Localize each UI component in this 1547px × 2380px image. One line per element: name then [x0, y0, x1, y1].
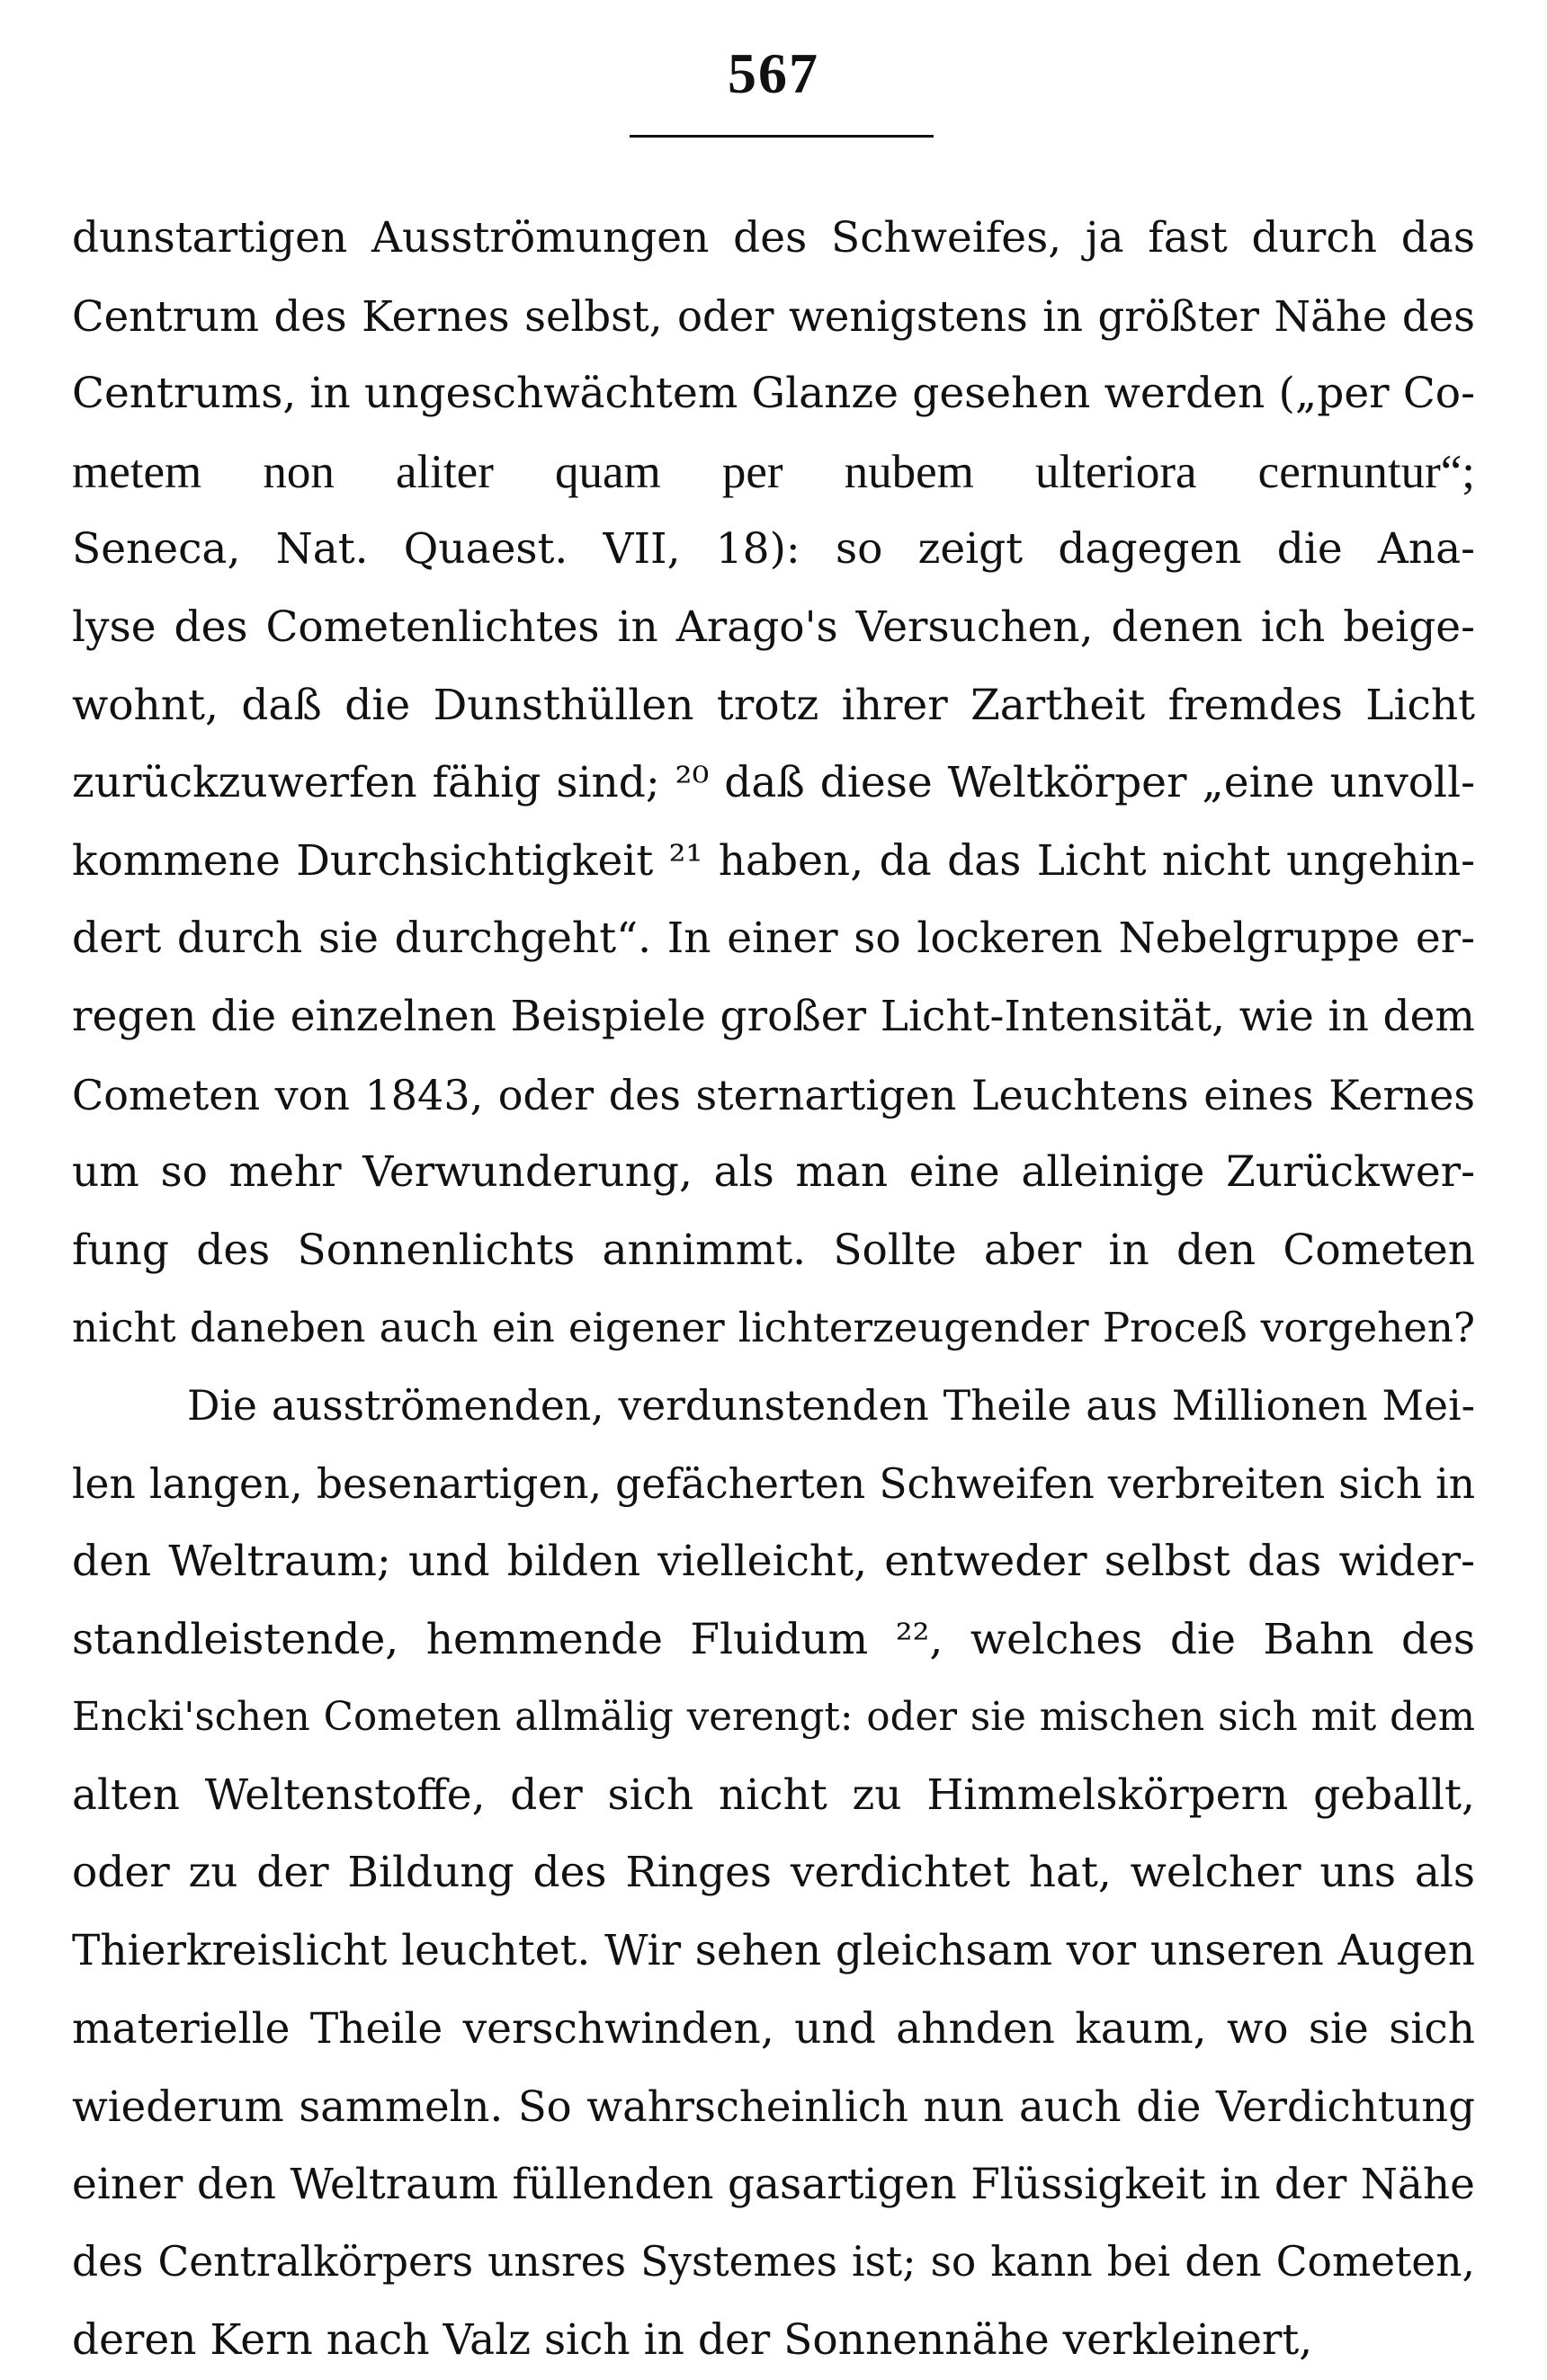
- text-line: nicht daneben auch ein eigener lichterzeugender Proceß vorgehen?: [72, 1304, 1475, 1352]
- text-line: Seneca, Nat. Quaest. VII, 18): so zeigt dagegen die Ana-: [72, 524, 1475, 575]
- text-line: deren Kern nach Valz sich in der Sonnennähe verkleinert,: [72, 2315, 1313, 2366]
- text-line: Thierkreislicht leuchtet. Wir sehen gleichsam vor unseren Augen: [72, 1926, 1475, 1976]
- text-line: Encki'schen Cometen allmälig verengt: oder sie mischen sich mit dem: [72, 1695, 1475, 1741]
- text-line: len langen, besenartigen, gefächerten Schweifen verbreiten sich in: [72, 1459, 1475, 1508]
- text-line: regen die einzelnen Beispiele großer Licht-Intensität, wie in dem: [72, 991, 1475, 1041]
- text-line: fung des Sonnenlichts annimmt. Sollte aber in den Cometen: [72, 1225, 1475, 1275]
- header-rule: [630, 135, 934, 138]
- text-line: Centrums, in ungeschwächtem Glanze gesehen werden („per Co-: [72, 369, 1475, 419]
- text-line: einer den Weltraum füllenden gasartigen Flüssigkeit in der Nähe: [72, 2159, 1475, 2209]
- page-number: 567: [728, 41, 819, 105]
- text-line: Cometen von 1843, oder des sternartigen Leuchtens eines Kernes: [72, 1070, 1475, 1119]
- text-line: um so mehr Verwunderung, als man eine alleinige Zurückwer-: [72, 1147, 1475, 1198]
- text-line: den Weltraum; und bilden vielleicht, entweder selbst das wider-: [72, 1537, 1475, 1587]
- text-line: wiederum sammeln. So wahrscheinlich nun auch die Verdichtung: [72, 2082, 1475, 2132]
- text-line: alten Weltenstoffe, der sich nicht zu Himmelskörpern geballt,: [72, 1769, 1475, 1820]
- text-line: kommene Durchsichtigkeit ²¹ haben, da das Licht nicht ungehin-: [72, 835, 1475, 886]
- text-line: dert durch sie durchgeht“. In einer so lockeren Nebelgruppe er-: [72, 914, 1475, 964]
- text-line: wohnt, daß die Dunsthüllen trotz ihrer Zartheit fremdes Licht: [72, 680, 1475, 730]
- text-line: standleistende, hemmende Fluidum ²², welches die Bahn des: [72, 1614, 1475, 1664]
- text-line: lyse des Cometenlichtes in Arago's Versuchen, denen ich beige-: [72, 602, 1475, 652]
- text-line: metem non aliter quam per nubem ulteriora cernuntur“;: [72, 445, 1475, 498]
- text-line: Die ausströmenden, verdunstenden Theile aus Millionen Mei-: [187, 1381, 1475, 1430]
- body-text: [72, 200, 1475, 2380]
- text-line: oder zu der Bildung des Ringes verdichtet hat, welcher uns als: [72, 1848, 1475, 1898]
- text-line: materielle Theile verschwinden, und ahnden kaum, wo sie sich: [72, 2003, 1475, 2054]
- text-line: zurückzuwerfen fähig sind; ²⁰ daß diese Weltkörper „eine unvoll-: [72, 758, 1475, 808]
- text-line: des Centralkörpers unsres Systemes ist; so kann bei den Cometen,: [72, 2238, 1475, 2286]
- text-line: dunstartigen Ausströmungen des Schweifes, ja fast durch das: [72, 213, 1475, 263]
- text-line: Centrum des Kernes selbst, oder wenigstens in größter Nähe des: [72, 291, 1475, 341]
